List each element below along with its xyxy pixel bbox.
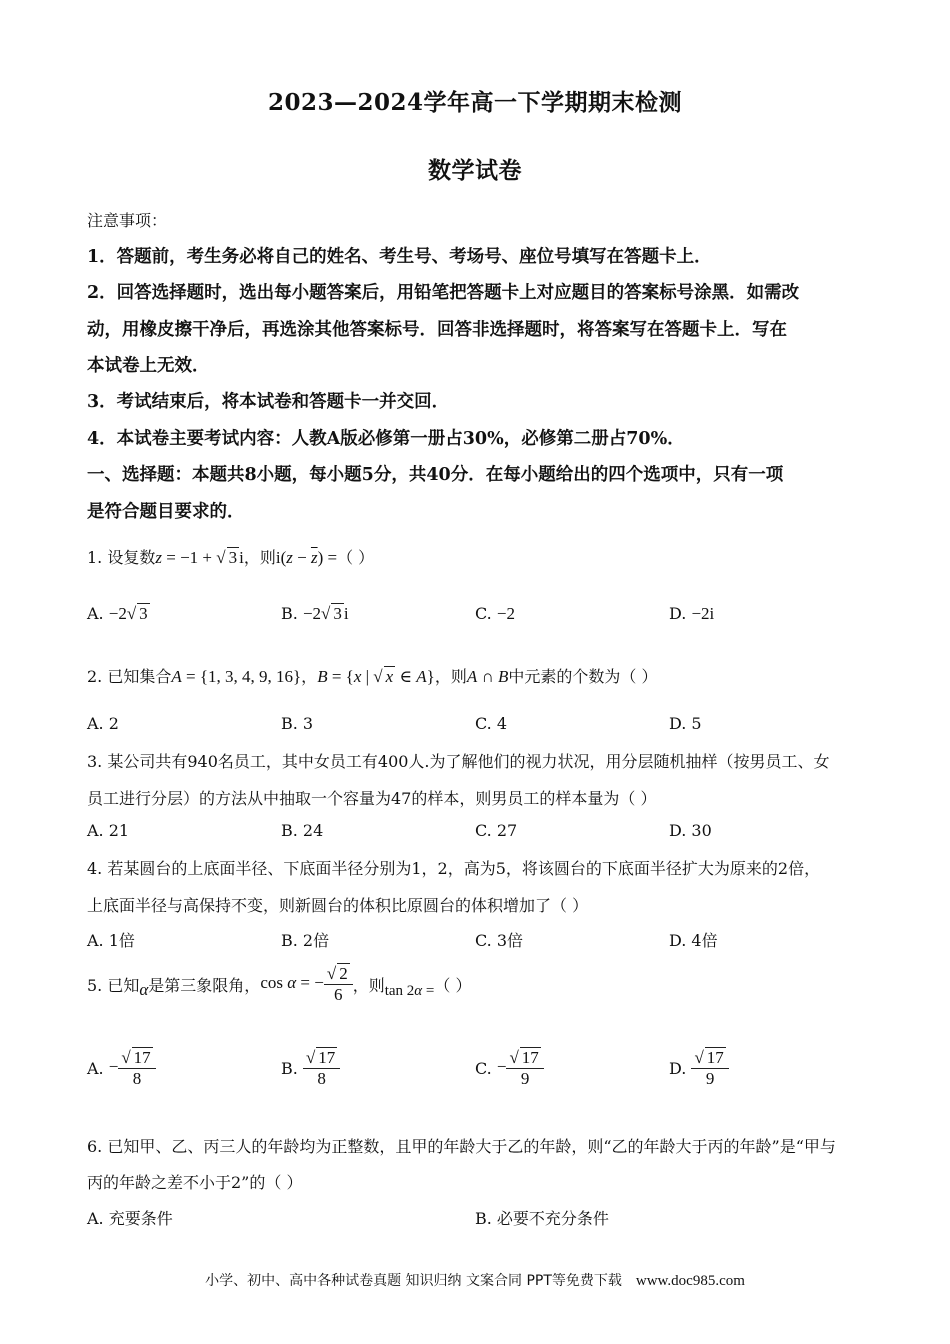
footer-url[interactable]: www.doc985.com — [635, 1273, 745, 1289]
formula-set-b: B = {x | √ x ∈ A} — [317, 667, 435, 686]
notice-item-4: 4．本试卷主要考试内容：人教A版必修第一册占30%，必修第二册占70%． — [87, 429, 685, 449]
formula-set-a: A = {1, 3, 4, 9, 16} — [171, 667, 302, 686]
q6-option-b: B. 必要不充分条件 — [475, 1209, 609, 1228]
footer-text: 小学、初中、高中各种试卷真题 知识归纳 文案合同 PPT等免费下载 — [205, 1273, 622, 1289]
notice-heading: 注意事项： — [87, 211, 168, 230]
q4-option-a: A. 1倍 — [87, 931, 135, 950]
q3-option-a: A. 21 — [87, 821, 130, 840]
exam-subtitle: 数学试卷 — [428, 157, 522, 184]
notice-item-1: 1．答题前，考生务必将自己的姓名、考生号、考场号、座位号填写在答题卡上． — [87, 247, 712, 267]
formula-alpha: α — [139, 980, 149, 999]
question-6: 6. 已知甲、乙、丙三人的年龄均为正整数，且甲的年龄大于乙的年龄，则“乙的年龄大于丙的年龄”是“甲与 — [87, 1137, 836, 1156]
q3-option-d: D. 30 — [669, 821, 712, 840]
q2-option-a: A. 2 — [87, 714, 119, 733]
question-2: 2. 已知集合A = {1, 3, 4, 9, 16}，B = {x | √ x ∈ A}，则A ∩ B中元素的个数为（ ） — [87, 667, 658, 686]
question-6-cont: 丙的年龄之差不小于2”的（ ） — [87, 1173, 303, 1192]
question-1: 1. 设复数z = −1 + √ 3 i，则$i(z - \overline{z})$ =（ ） — [87, 548, 375, 567]
formula-z: z — [155, 548, 162, 567]
q2-option-d: D. 5 — [669, 714, 702, 733]
q1-option-a: A. −2√ 3 — [87, 604, 148, 623]
question-4-cont: 上底面半径与高保持不变，则新圆台的体积比原圆台的体积增加了（ ） — [87, 896, 589, 915]
formula-sqrt3i: √ 3 i — [216, 548, 244, 567]
q6-option-a: A. 充要条件 — [87, 1209, 173, 1228]
exam-title: 2023—2024学年高一下学期期末检测 — [267, 89, 683, 116]
formula-i-z-zbar: $i(z - \overline{z})$ = — [275, 548, 338, 567]
section-heading: 一、选择题：本题共8小题，每小题5分，共40分．在每小题给出的四个选项中，只有一项 — [87, 465, 784, 485]
notice-item-2: 2．回答选择题时，选出每小题答案后，用铅笔把答题卡上对应题目的答案标号涂黑．如需改 — [87, 283, 800, 303]
q3-option-c: C. 27 — [475, 821, 518, 840]
q4-option-d: D. 4倍 — [669, 931, 718, 950]
q4-option-c: C. 3倍 — [475, 931, 524, 950]
formula-cos-alpha: cos α = − $\frac{√ 2}{6}$ — [260, 973, 352, 992]
q1-option-b: B. −2√ 3 i — [281, 604, 349, 623]
question-3-cont: 员工进行分层）的方法从中抽取一个容量为47的样本，则男员工的样本量为（ ） — [87, 789, 657, 808]
page-footer — [0, 1270, 950, 1290]
q1-option-d: D. −2i — [669, 604, 715, 623]
notice-item-2-cont: 动，用橡皮擦干净后，再选涂其他答案标号．回答非选择题时，将答案写在答题卡上．写在 — [87, 320, 787, 340]
q5-option-d: D. $\frac{√ 17}{9}$ — [669, 1048, 729, 1089]
question-5: 5. 已知α是第三象限角，cos α = − $\frac{√ 2}{6}$ ，则tan 2α =（ ） — [87, 964, 472, 1004]
notice-item-3: 3．考试结束后，将本试卷和答题卡一并交回． — [87, 392, 450, 412]
q2-option-b: B. 3 — [281, 714, 314, 733]
question-4: 4. 若某圆台的上底面半径、下底面半径分别为1，2，高为5，将该圆台的下底面半径扩大为原来的2倍， — [87, 859, 821, 878]
q5-option-c: C. − $\frac{√ 17}{9}$ — [475, 1048, 544, 1089]
q5-option-a: A. − $\frac{√ 17}{8}$ — [87, 1048, 156, 1089]
q2-option-c: C. 4 — [475, 714, 508, 733]
q4-option-b: B. 2倍 — [281, 931, 330, 950]
formula-tan-2alpha: tan 2α = — [384, 983, 435, 999]
q5-option-b: B. $\frac{√ 17}{8}$ — [281, 1048, 340, 1089]
section-heading-cont: 是符合题目要求的． — [87, 502, 245, 522]
q1-option-c: C. −2 — [475, 604, 515, 623]
question-3: 3. 某公司共有940名员工，其中女员工有400人.为了解他们的视力状况，用分层随机抽样（按男员工、女 — [87, 752, 830, 771]
q3-option-b: B. 24 — [281, 821, 324, 840]
notice-item-2-end: 本试卷上无效． — [87, 356, 210, 376]
formula-a-cap-b: A ∩ B — [466, 667, 509, 686]
